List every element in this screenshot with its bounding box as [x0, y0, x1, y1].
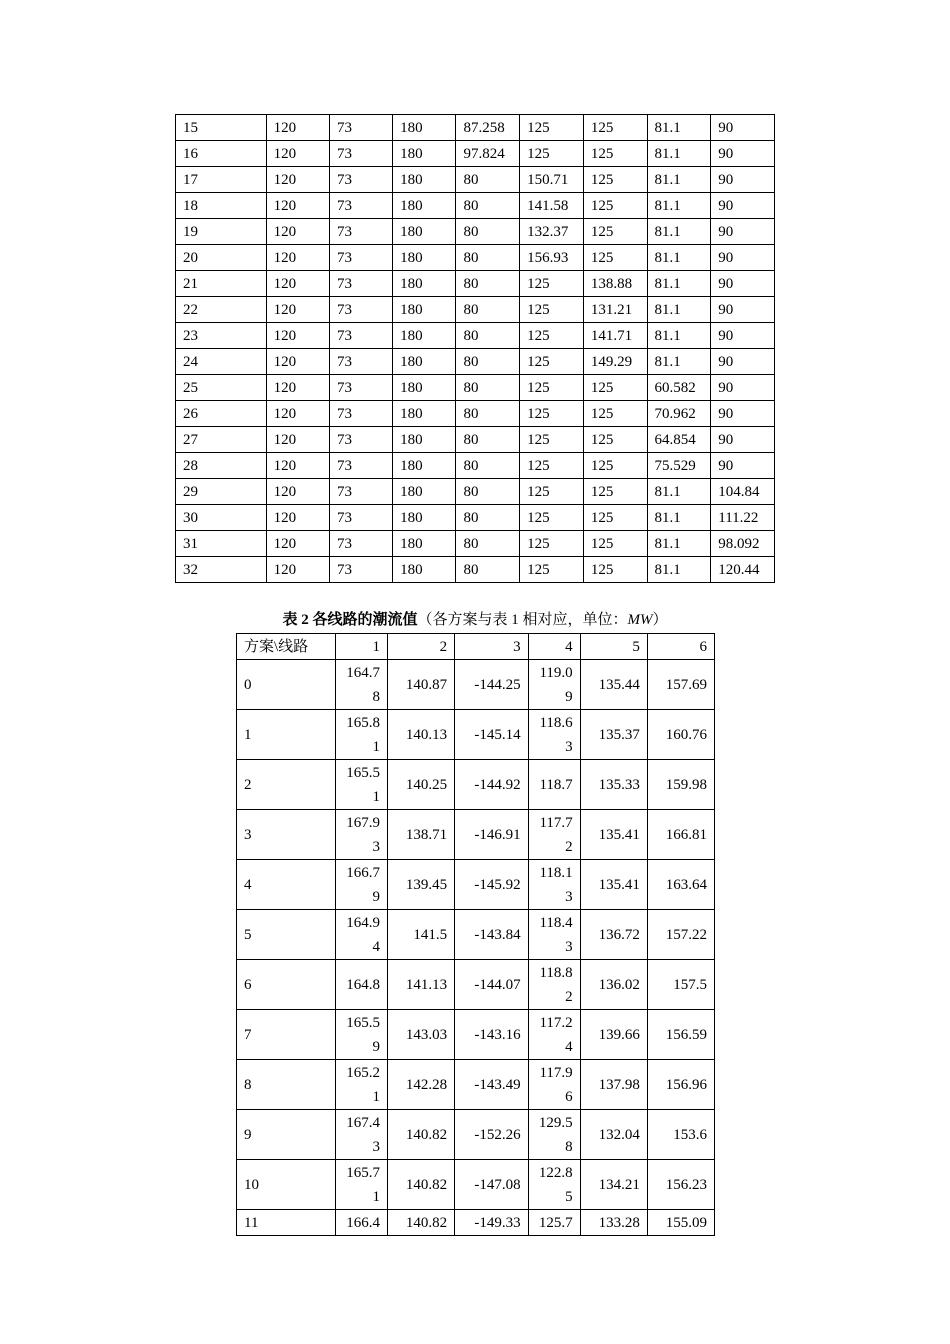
scheme-number-cell: 16: [176, 141, 267, 167]
table-cell: 125: [583, 167, 647, 193]
table-cell: 125.7: [528, 1210, 580, 1236]
table-header-row: [237, 634, 715, 660]
table-cell: 165.21: [336, 1060, 388, 1110]
table-cell: 90: [711, 271, 775, 297]
table-row: [176, 427, 775, 453]
table-cell: 90: [711, 453, 775, 479]
table-cell: 165.59: [336, 1010, 388, 1060]
table-cell: 73: [329, 271, 392, 297]
table-cell: 125: [583, 375, 647, 401]
table-cell: -152.26: [455, 1110, 528, 1160]
table-cell: 90: [711, 375, 775, 401]
table-cell: 118.82: [528, 960, 580, 1010]
table-cell: 120.44: [711, 557, 775, 583]
table-cell: 81.1: [647, 297, 711, 323]
table-cell: 156.59: [647, 1010, 714, 1060]
table-cell: 73: [329, 193, 392, 219]
table-cell: 120: [266, 427, 329, 453]
table-cell: 120: [266, 245, 329, 271]
table-cell: 157.22: [647, 910, 714, 960]
scheme-number-cell: 23: [176, 323, 267, 349]
table-row: [237, 710, 715, 760]
table-cell: 156.96: [647, 1060, 714, 1110]
table2-caption: [175, 610, 775, 630]
scheme-label-cell: 3: [237, 810, 336, 860]
table-cell: 142.28: [388, 1060, 455, 1110]
table-cell: 166.4: [336, 1210, 388, 1236]
table2-caption-note: （各方案与表 1 相对应，单位：: [417, 612, 628, 628]
table-cell: 164.8: [336, 960, 388, 1010]
table-cell: 125: [520, 427, 584, 453]
table-cell: 140.13: [388, 710, 455, 760]
scheme-number-cell: 21: [176, 271, 267, 297]
scheme-label-cell: 10: [237, 1160, 336, 1210]
table-cell: 153.6: [647, 1110, 714, 1160]
table-cell: 125: [520, 479, 584, 505]
table-cell: 81.1: [647, 349, 711, 375]
table-cell: 180: [393, 427, 456, 453]
table-cell: 81.1: [647, 245, 711, 271]
table-cell: 73: [329, 375, 392, 401]
table-cell: 73: [329, 245, 392, 271]
scheme-label-cell: 5: [237, 910, 336, 960]
table-cell: -143.84: [455, 910, 528, 960]
table-cell: 120: [266, 193, 329, 219]
table-row: [176, 323, 775, 349]
table-cell: 81.1: [647, 167, 711, 193]
table-cell: 80: [456, 375, 520, 401]
scheme-number-cell: 15: [176, 115, 267, 141]
table-cell: 156.23: [647, 1160, 714, 1210]
table-cell: 120: [266, 271, 329, 297]
table-cell: 125: [583, 141, 647, 167]
column-header: 4: [528, 634, 580, 660]
table-row: [176, 115, 775, 141]
table-cell: 141.13: [388, 960, 455, 1010]
table-cell: 90: [711, 323, 775, 349]
table-cell: 167.43: [336, 1110, 388, 1160]
table-cell: 135.44: [580, 660, 647, 710]
table-cell: 81.1: [647, 557, 711, 583]
table-cell: 120: [266, 375, 329, 401]
table-row: [176, 479, 775, 505]
table-cell: 90: [711, 219, 775, 245]
table-cell: 73: [329, 297, 392, 323]
table-row: [176, 167, 775, 193]
table-row: [176, 349, 775, 375]
table-cell: 80: [456, 245, 520, 271]
table-cell: 125: [520, 323, 584, 349]
table-cell: -144.92: [455, 760, 528, 810]
table-cell: 149.29: [583, 349, 647, 375]
table-cell: 118.7: [528, 760, 580, 810]
table-cell: 73: [329, 531, 392, 557]
table-cell: 81.1: [647, 219, 711, 245]
table-row: [237, 1060, 715, 1110]
scheme-number-cell: 20: [176, 245, 267, 271]
table-cell: 80: [456, 297, 520, 323]
table-cell: 122.85: [528, 1160, 580, 1210]
table-row: [237, 760, 715, 810]
table-cell: 125: [520, 115, 584, 141]
table-cell: 139.45: [388, 860, 455, 910]
table-cell: 125: [583, 453, 647, 479]
table-cell: 140.82: [388, 1210, 455, 1236]
table-cell: 75.529: [647, 453, 711, 479]
table-cell: 180: [393, 245, 456, 271]
scheme-number-cell: 27: [176, 427, 267, 453]
scheme-label-cell: 1: [237, 710, 336, 760]
scheme-number-cell: 29: [176, 479, 267, 505]
table-cell: 120: [266, 349, 329, 375]
table-cell: 136.02: [580, 960, 647, 1010]
line-power-flow-table: [236, 633, 715, 1236]
scheme-label-cell: 0: [237, 660, 336, 710]
table-row: [176, 505, 775, 531]
table-cell: -147.08: [455, 1160, 528, 1210]
table-cell: 125: [520, 375, 584, 401]
table-cell: 119.09: [528, 660, 580, 710]
table-cell: 125: [583, 115, 647, 141]
table-cell: 129.58: [528, 1110, 580, 1160]
table-cell: 80: [456, 453, 520, 479]
table-cell: 167.93: [336, 810, 388, 860]
table-row: [237, 1010, 715, 1060]
scheme-parameter-table-body: [176, 115, 775, 583]
table2-caption-unit: MW: [627, 612, 653, 628]
table-row: [176, 297, 775, 323]
scheme-number-cell: 31: [176, 531, 267, 557]
table-cell: 120: [266, 297, 329, 323]
table-cell: 180: [393, 167, 456, 193]
scheme-number-cell: 28: [176, 453, 267, 479]
table-cell: 73: [329, 427, 392, 453]
table-cell: 120: [266, 115, 329, 141]
table-cell: 134.21: [580, 1160, 647, 1210]
table-cell: 90: [711, 297, 775, 323]
table-cell: 117.96: [528, 1060, 580, 1110]
column-header: 5: [580, 634, 647, 660]
scheme-label-cell: 9: [237, 1110, 336, 1160]
table-cell: 125: [583, 193, 647, 219]
table-cell: 135.37: [580, 710, 647, 760]
table-cell: 165.51: [336, 760, 388, 810]
table-cell: 143.03: [388, 1010, 455, 1060]
table-cell: 138.71: [388, 810, 455, 860]
table-cell: 132.37: [520, 219, 584, 245]
table-cell: 120: [266, 323, 329, 349]
scheme-number-cell: 18: [176, 193, 267, 219]
table-cell: 73: [329, 167, 392, 193]
table-cell: 164.78: [336, 660, 388, 710]
table-cell: 98.092: [711, 531, 775, 557]
table-cell: 180: [393, 219, 456, 245]
table-cell: 136.72: [580, 910, 647, 960]
table-cell: 81.1: [647, 531, 711, 557]
table-cell: 125: [520, 557, 584, 583]
table-cell: 180: [393, 323, 456, 349]
column-header: 2: [388, 634, 455, 660]
table-cell: 140.87: [388, 660, 455, 710]
table-row: [176, 141, 775, 167]
table-cell: 118.43: [528, 910, 580, 960]
table-cell: 150.71: [520, 167, 584, 193]
table-cell: 80: [456, 557, 520, 583]
table2-caption-end: ）: [652, 612, 668, 628]
table-cell: 90: [711, 401, 775, 427]
table-cell: 90: [711, 427, 775, 453]
table-cell: 80: [456, 193, 520, 219]
scheme-number-cell: 17: [176, 167, 267, 193]
table-cell: 125: [520, 297, 584, 323]
table-cell: 125: [520, 505, 584, 531]
table-cell: 73: [329, 141, 392, 167]
scheme-number-cell: 25: [176, 375, 267, 401]
table-cell: 80: [456, 479, 520, 505]
table-cell: 120: [266, 219, 329, 245]
table-cell: -146.91: [455, 810, 528, 860]
table-cell: 166.81: [647, 810, 714, 860]
line-power-flow-table-body: [237, 634, 715, 1236]
table-cell: 125: [583, 427, 647, 453]
table-cell: 97.824: [456, 141, 520, 167]
table-cell: 73: [329, 349, 392, 375]
table-cell: 80: [456, 505, 520, 531]
table-cell: 180: [393, 453, 456, 479]
table-cell: 125: [583, 401, 647, 427]
table-cell: 70.962: [647, 401, 711, 427]
table-cell: 180: [393, 531, 456, 557]
table-cell: 117.24: [528, 1010, 580, 1060]
table-cell: 140.25: [388, 760, 455, 810]
table-cell: 73: [329, 505, 392, 531]
table-cell: 125: [520, 141, 584, 167]
table-cell: 80: [456, 167, 520, 193]
table-cell: 120: [266, 401, 329, 427]
table-cell: 90: [711, 115, 775, 141]
table-cell: 125: [520, 271, 584, 297]
table-cell: 125: [583, 505, 647, 531]
table-row: [237, 860, 715, 910]
table-cell: 81.1: [647, 479, 711, 505]
table-cell: 104.84: [711, 479, 775, 505]
scheme-number-cell: 22: [176, 297, 267, 323]
scheme-label-cell: 2: [237, 760, 336, 810]
table-cell: 180: [393, 115, 456, 141]
table-cell: -144.07: [455, 960, 528, 1010]
table-cell: 120: [266, 557, 329, 583]
table-cell: 80: [456, 323, 520, 349]
table-cell: 156.93: [520, 245, 584, 271]
table-cell: -144.25: [455, 660, 528, 710]
table-cell: 90: [711, 349, 775, 375]
table-cell: 135.41: [580, 810, 647, 860]
scheme-number-cell: 30: [176, 505, 267, 531]
table-cell: 139.66: [580, 1010, 647, 1060]
table-cell: 73: [329, 219, 392, 245]
table-cell: 125: [583, 557, 647, 583]
scheme-label-cell: 11: [237, 1210, 336, 1236]
table-cell: 180: [393, 557, 456, 583]
table-cell: 131.21: [583, 297, 647, 323]
table-cell: 73: [329, 401, 392, 427]
table-cell: 80: [456, 427, 520, 453]
table-cell: 180: [393, 271, 456, 297]
scheme-number-cell: 24: [176, 349, 267, 375]
scheme-number-cell: 26: [176, 401, 267, 427]
table-cell: 125: [520, 453, 584, 479]
table-row: [237, 1110, 715, 1160]
column-header: 1: [336, 634, 388, 660]
table-cell: 163.64: [647, 860, 714, 910]
table-cell: -145.14: [455, 710, 528, 760]
table-cell: 120: [266, 453, 329, 479]
table-cell: 135.41: [580, 860, 647, 910]
table-row: [237, 1210, 715, 1236]
table-row: [237, 960, 715, 1010]
table-cell: 73: [329, 453, 392, 479]
table-cell: -149.33: [455, 1210, 528, 1236]
table-row: [176, 557, 775, 583]
table-cell: 81.1: [647, 505, 711, 531]
table-cell: 80: [456, 401, 520, 427]
table-cell: 80: [456, 219, 520, 245]
table-row: [176, 531, 775, 557]
table-cell: 180: [393, 297, 456, 323]
table-cell: 90: [711, 245, 775, 271]
table-cell: 159.98: [647, 760, 714, 810]
table-cell: 135.33: [580, 760, 647, 810]
scheme-parameter-table: [175, 114, 775, 583]
column-header: 方案\线路: [237, 634, 336, 660]
table-cell: 180: [393, 349, 456, 375]
table-cell: 73: [329, 479, 392, 505]
table-row: [176, 401, 775, 427]
table-cell: 120: [266, 167, 329, 193]
table-cell: 120: [266, 531, 329, 557]
table-row: [237, 660, 715, 710]
table-cell: 118.63: [528, 710, 580, 760]
table-cell: 125: [520, 349, 584, 375]
table-cell: 87.258: [456, 115, 520, 141]
table-cell: 120: [266, 479, 329, 505]
scheme-number-cell: 32: [176, 557, 267, 583]
table-cell: 81.1: [647, 193, 711, 219]
table-cell: 73: [329, 323, 392, 349]
table-cell: 90: [711, 193, 775, 219]
table-cell: 180: [393, 193, 456, 219]
table-cell: 60.582: [647, 375, 711, 401]
table-row: [176, 453, 775, 479]
table-cell: 141.71: [583, 323, 647, 349]
table-cell: 157.5: [647, 960, 714, 1010]
table-cell: 73: [329, 115, 392, 141]
table2-caption-title: 表 2 各线路的潮流值: [282, 612, 418, 628]
table-cell: 140.82: [388, 1110, 455, 1160]
table-cell: -145.92: [455, 860, 528, 910]
table-cell: 166.79: [336, 860, 388, 910]
table-cell: 125: [583, 245, 647, 271]
table-cell: 132.04: [580, 1110, 647, 1160]
table-cell: 165.71: [336, 1160, 388, 1210]
table-cell: 125: [583, 479, 647, 505]
table-cell: 81.1: [647, 115, 711, 141]
table-row: [237, 910, 715, 960]
table-cell: 81.1: [647, 323, 711, 349]
table-cell: 64.854: [647, 427, 711, 453]
table-cell: 80: [456, 349, 520, 375]
table-cell: 90: [711, 167, 775, 193]
table-cell: 180: [393, 505, 456, 531]
table-row: [176, 375, 775, 401]
table-cell: 141.58: [520, 193, 584, 219]
table-cell: 125: [583, 219, 647, 245]
column-header: 6: [647, 634, 714, 660]
scheme-label-cell: 6: [237, 960, 336, 1010]
table-cell: 157.69: [647, 660, 714, 710]
table-cell: 125: [583, 531, 647, 557]
table-cell: 137.98: [580, 1060, 647, 1110]
table-cell: 165.81: [336, 710, 388, 760]
table-row: [176, 193, 775, 219]
table-cell: 125: [520, 531, 584, 557]
scheme-label-cell: 8: [237, 1060, 336, 1110]
scheme-label-cell: 7: [237, 1010, 336, 1060]
table-cell: 155.09: [647, 1210, 714, 1236]
table-cell: 140.82: [388, 1160, 455, 1210]
table-row: [176, 271, 775, 297]
table-cell: 138.88: [583, 271, 647, 297]
table-cell: 160.76: [647, 710, 714, 760]
table-cell: 180: [393, 479, 456, 505]
table-row: [237, 810, 715, 860]
scheme-number-cell: 19: [176, 219, 267, 245]
table-cell: 80: [456, 531, 520, 557]
scheme-label-cell: 4: [237, 860, 336, 910]
table-cell: 125: [520, 401, 584, 427]
table-cell: -143.16: [455, 1010, 528, 1060]
table-row: [176, 245, 775, 271]
table-cell: 120: [266, 505, 329, 531]
table-cell: 118.13: [528, 860, 580, 910]
table-cell: 180: [393, 401, 456, 427]
table-cell: 120: [266, 141, 329, 167]
table-cell: 80: [456, 271, 520, 297]
table-cell: 164.94: [336, 910, 388, 960]
table-row: [237, 1160, 715, 1210]
table-cell: -143.49: [455, 1060, 528, 1110]
table-cell: 81.1: [647, 141, 711, 167]
table-cell: 73: [329, 557, 392, 583]
table-row: [176, 219, 775, 245]
table-cell: 90: [711, 141, 775, 167]
table-cell: 111.22: [711, 505, 775, 531]
table-cell: 133.28: [580, 1210, 647, 1236]
table-cell: 180: [393, 375, 456, 401]
table-cell: 117.72: [528, 810, 580, 860]
column-header: 3: [455, 634, 528, 660]
table-cell: 180: [393, 141, 456, 167]
table-cell: 81.1: [647, 271, 711, 297]
table-cell: 141.5: [388, 910, 455, 960]
